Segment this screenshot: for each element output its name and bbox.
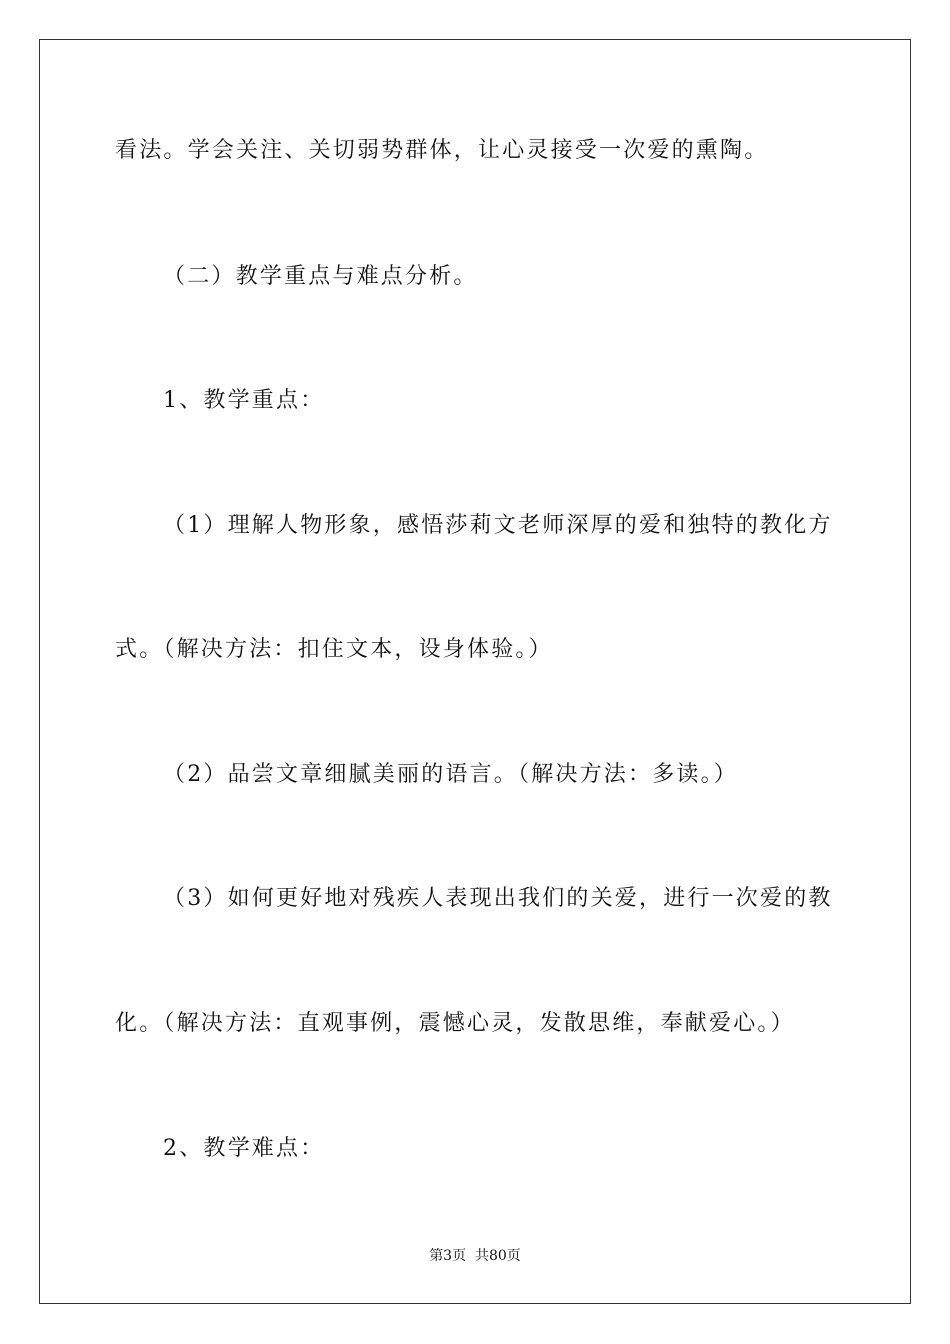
paragraph-line: 式。（解决方法：扣住文本，设身体验。）	[115, 637, 553, 662]
section-heading: （二）教学重点与难点分析。	[163, 264, 478, 289]
paragraph-line: 化。（解决方法：直观事例，震憾心灵，发散思维，奉献爱心。）	[115, 1011, 795, 1036]
paragraph-line: （3）如何更好地对残疾人表现出我们的关爱，进行一次爱的教	[163, 886, 833, 911]
page-border	[39, 39, 911, 1304]
paragraph-line: 看法。学会关注、关切弱势群体，让心灵接受一次爱的熏陶。	[115, 138, 769, 163]
subsection-heading: 2、教学难点：	[163, 1136, 325, 1161]
paragraph-line: （2）品尝文章细腻美丽的语言。（解决方法：多读。）	[163, 762, 738, 787]
paragraph-line: （1）理解人物形象，感悟莎莉文老师深厚的爱和独特的教化方	[163, 513, 833, 538]
page-number: 第3页 共80页	[429, 1248, 521, 1264]
subsection-heading: 1、教学重点：	[163, 388, 325, 413]
